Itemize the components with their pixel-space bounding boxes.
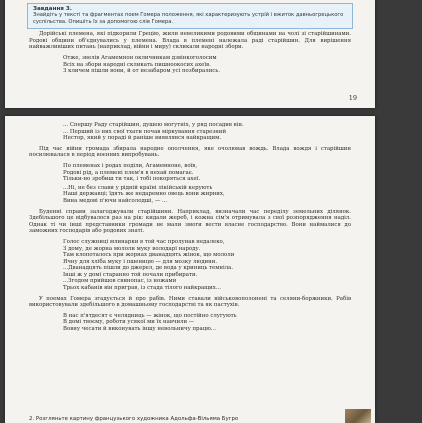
task-title: Завдання 3. <box>33 6 72 12</box>
poem-line: Всіх на збори народні скликать пишноокосих ахеїв. <box>63 61 211 68</box>
paragraph-slaves: У поемах Гомера згадується й про рабів. Ними ставали військовополонені та селяни-боржники. Рабів використовували здебільшого в домашньому господарстві та як пастухів. <box>29 295 351 309</box>
poem-line: В нас п'ятдесят є челядниць — жінок, що постійно слугують <box>63 312 237 319</box>
poem-line: ...Дванадцять пішли до джерел, де вода у криниць темніла. <box>63 265 234 272</box>
poem-line: Тільки-но зробиш ти так, і тобі покоряться ахеї. <box>63 176 201 183</box>
textbook-page-top <box>5 0 375 108</box>
task-text: Знайдіть у тексті та фрагментах поем Гомера положення, які характеризують устрій і вжиток давньогрецького суспільства. Опишіть їх за допомогою слів Гомера. <box>33 12 344 25</box>
poem-line: Ячну для хліба муку і пшеницю — для мозку людини. <box>63 258 218 265</box>
poem-excerpt-2 <box>63 122 351 142</box>
paragraph-communities: Дорійські племена, які підкорили Грецію, жили невеликими родовими общинами на чолі зі старійшинами. Родові общини об'єднувались у племена. Влада в племені належала раді старійшин. Для вирішення найважливіших питань (наприклад, війни і миру) скликали народні збори. <box>29 31 351 51</box>
poem-excerpt-4 <box>63 239 351 292</box>
painting-thumbnail <box>345 409 371 423</box>
poem-line: Вовну чесати й виконувать іншу невольничу працю... <box>63 326 217 333</box>
poem-line: ...Згодом прийшов свинопас, із ножами <box>63 278 177 285</box>
task-box <box>27 3 353 29</box>
poem-line: Там клопоталось при жорнах дванадцять жінок, що мололи <box>63 252 235 259</box>
poem-line: Родові рід, а племені плем'я в нехай помагає. <box>63 169 194 176</box>
poem-line: ... Перший із них свої тхати почав міркування старезний <box>63 128 227 135</box>
poem-line: З кличем пішли вони, й от незабаром усі позбирались. <box>63 68 220 75</box>
poem-excerpt-5 <box>63 313 351 333</box>
textbook-page-bottom <box>5 116 375 423</box>
poem-line: В домі твоєму, роботи усякої ми їх навчили — <box>63 319 195 326</box>
paragraph-land: Буденні справи залагоджували старійшини. Наприклад, визначали час переділу земельних ділянок. Здебільшого це відбувалося раз на рік: кидали жереб, і кожна сім'я отримувала з свої розпорядження наділ. Однак ті чи інші представники громади не мали змоги вести власне господарство. Вони наймалися до заможних господарів або родових знаті. <box>29 208 351 235</box>
poem-line: ...Ні, не без слави у рідній країні лікійській керують <box>63 184 213 191</box>
page-number: 19 <box>348 94 357 102</box>
poem-line: Вина медові п'ючи найсолодші, — ... <box>63 197 168 204</box>
poem-line: Голос служниці млинарки в той час пролунав недалеко, <box>63 238 225 245</box>
poem-line: Інші ж у домі старанно той почали прибирати. <box>63 271 198 278</box>
poem-line: ... Спершу Раду старійшин, душею могутніх, у ряд посадив він. <box>63 122 244 128</box>
paragraph-war: Під час війни громада збирала народне ополчення, яке очолював вождь. Влада вождя і старійшин посилювалася в період воєнних випробувань. <box>29 145 351 159</box>
poem-line: Трьох кабанів він приграв, із стада тілого найкращих... <box>63 285 221 292</box>
poem-line: Наші державці; їдять же недаремно овець вони жирних, <box>63 191 225 198</box>
poem-excerpt-1 <box>63 55 351 75</box>
poem-line: По племенах і родах поділи, Агамемноне, воїв, <box>63 162 198 169</box>
poem-line: З дому, де жорна мололи муку володарі народу. <box>63 245 201 252</box>
poem-excerpt-3 <box>63 163 351 205</box>
task-caption: 2. Розгляньте картину французького художника Адольфа-Вільяма Бугро <box>29 416 239 422</box>
poem-line: Нестор, який у пораді й раніше виявлявся найкращим. <box>63 135 222 142</box>
poem-line: Отже, звелів Агамемнон окличникам дзвінкоголосим <box>63 55 217 61</box>
